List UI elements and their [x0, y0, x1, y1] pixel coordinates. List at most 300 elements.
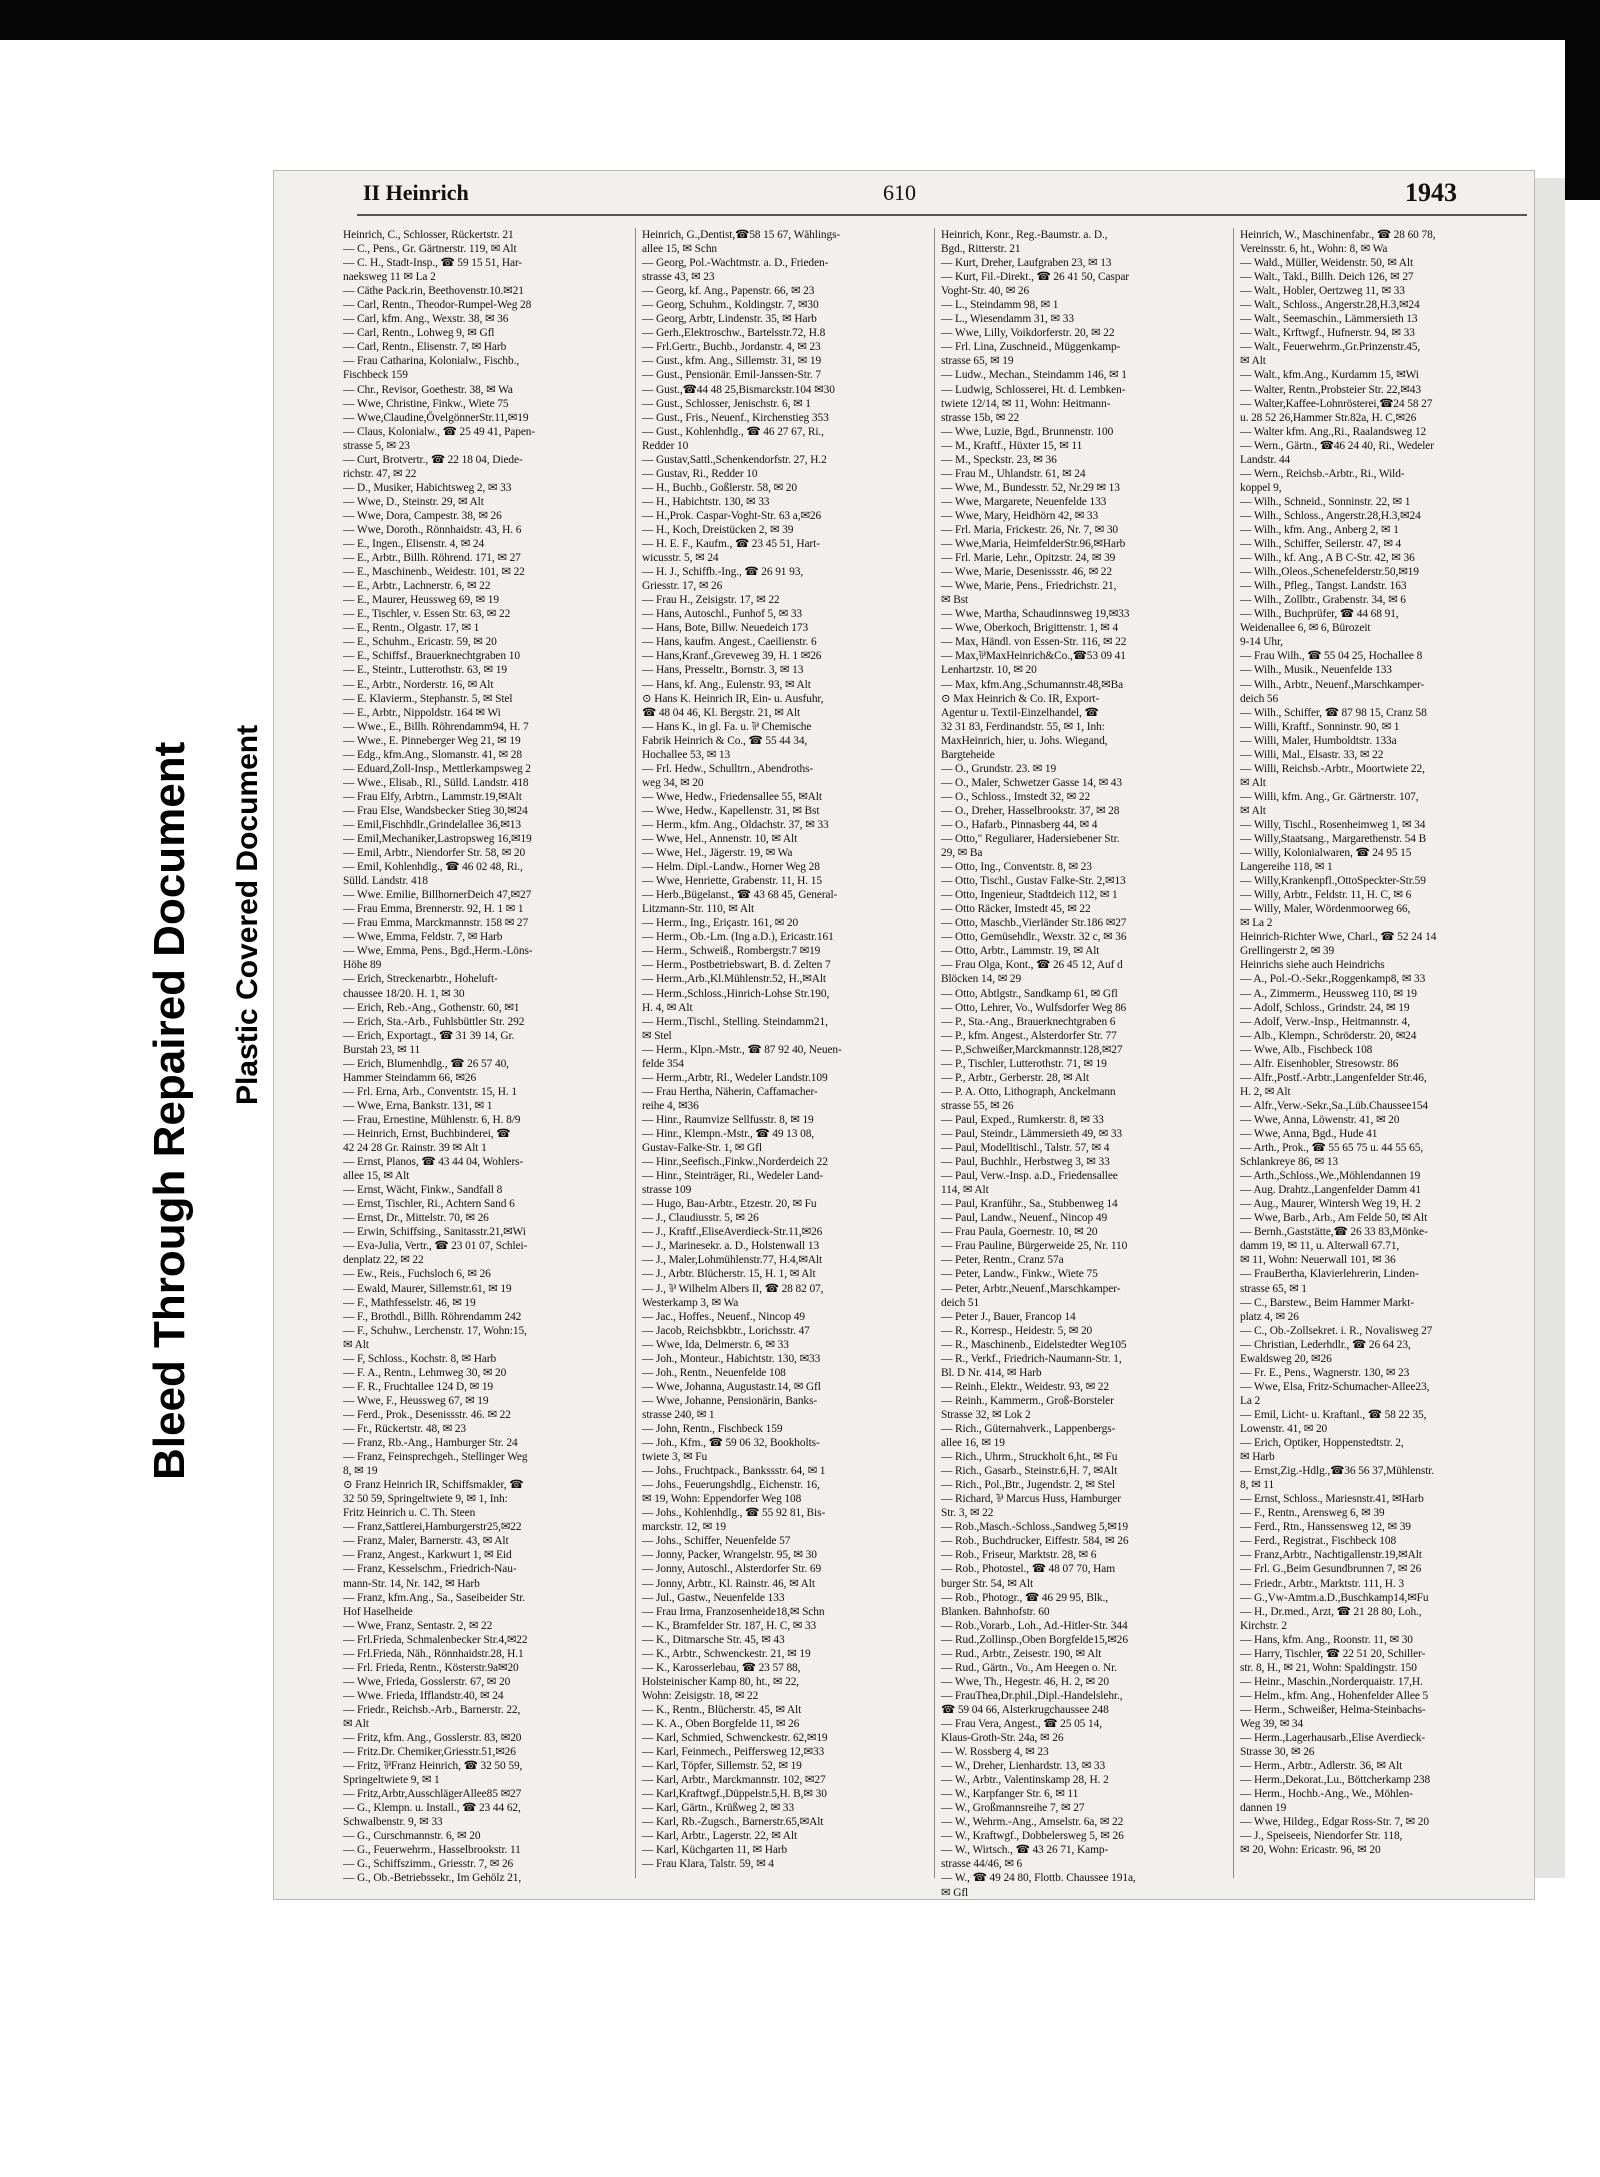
directory-entry: — Emil, Arbtr., Niendorfer Str. 58, ✉ 20 — [343, 847, 526, 860]
directory-entry: — E., Tischler, v. Essen Str. 63, ✉ 22 — [343, 608, 511, 621]
directory-entry: — Karl, Töpfer, Sillemstr. 52, ✉ 19 — [642, 1760, 802, 1773]
directory-entry: Weg 39, ✉ 34 — [1240, 1717, 1304, 1730]
directory-entry: naeksweg 11 ✉ La 2 — [343, 271, 436, 284]
directory-entry: — Otto, Ingenieur, Stadtdeich 112, ✉ 1 — [941, 889, 1118, 902]
directory-entry: — M., Speckstr. 23, ✉ 36 — [941, 453, 1057, 466]
directory-entry: — Aug. Drahtz.,Langenfelder Damm 41 — [1240, 1184, 1421, 1197]
directory-entry: — Rich., Pol.,Btr., Jugendstr. 2, ✉ Stel — [941, 1479, 1115, 1492]
directory-entry: Fabrik Heinrich & Co., ☎ 55 44 34, — [642, 734, 808, 747]
directory-entry: — Erich, Streckenarbtr., Hoheluft- — [343, 973, 498, 986]
directory-entry: — Hinr.,Seefisch.,Finkw.,Norderdeich 22 — [642, 1156, 828, 1169]
directory-entry: — Otto, Maschb.,Vierländer Str.186 ✉27 — [941, 917, 1127, 930]
directory-entry: weg 34, ✉ 20 — [642, 776, 704, 789]
directory-entry: — Rich., Uhrm., Struckholt 6,ht., ✉ Fu — [941, 1451, 1118, 1464]
directory-entry: — Wilh., Schiffer, ☎ 87 98 15, Cranz 58 — [1240, 706, 1427, 719]
directory-entry: — F. A., Rentn., Lehmweg 30, ✉ 20 — [343, 1366, 507, 1379]
directory-entry: Kirchstr. 2 — [1240, 1619, 1287, 1632]
directory-entry: strasse 65, ✉ 1 — [1240, 1282, 1307, 1295]
directory-entry: — Wwe, Th., Hegestr. 46, H. 2, ✉ 20 — [941, 1675, 1109, 1688]
directory-entry: — Jonny, Packer, Wrangelstr. 95, ✉ 30 — [642, 1549, 817, 1562]
directory-entry: — Rud., Arbtr., Zeisestr. 190, ✉ Alt — [941, 1647, 1102, 1660]
directory-entry: deich 56 — [1240, 692, 1279, 705]
directory-entry: — Cäthe Pack.rin, Beethovenstr.10.✉21 — [343, 285, 524, 298]
directory-entry: — Wwe, Dora, Campestr. 38, ✉ 26 — [343, 509, 502, 522]
directory-entry: — Frau Else, Wandsbecker Stieg 30,✉24 — [343, 804, 528, 817]
directory-entry: — Frau Olga, Kont., ☎ 26 45 12, Auf d — [941, 959, 1123, 972]
directory-entry: — Paul, Steindr., Lämmersieth 49, ✉ 33 — [941, 1128, 1123, 1140]
directory-entry: — Wilh., Schneid., Sonninstr. 22, ✉ 1 — [1240, 495, 1411, 508]
directory-entry: Heinrichs siehe auch Heindrichs — [1240, 959, 1385, 972]
directory-entry: — R., Maschinenb., Eidelstedter Weg105 — [941, 1338, 1127, 1351]
directory-entry: Blöcken 14, ✉ 29 — [941, 973, 1022, 986]
directory-entry: — Herb.,Bügelanst., ☎ 43 68 45, General- — [642, 889, 838, 902]
directory-entry: — FrauBertha, Klavierlehrerin, Linden- — [1240, 1268, 1419, 1281]
directory-entry: — Frl.Frieda, Schmalenbecker Str.4,✉22 — [343, 1633, 528, 1646]
directory-entry: ✉ 20, Wohn: Ericastr. 96, ✉ 20 — [1240, 1844, 1381, 1857]
directory-entry: — Rob.,Vorarb., Loh., Ad.-Hitler-Str. 344 — [941, 1619, 1128, 1632]
directory-entry: — Rich., Güternahverk., Lappenbergs- — [941, 1422, 1116, 1435]
directory-entry: — Karl, Rb.-Zugsch., Barnerstr.65,✉Alt — [642, 1816, 824, 1829]
directory-entry: — Franz, Feinsprechgeh., Stellinger Weg — [343, 1451, 528, 1464]
directory-entry: — Gerh.,Elektroschw., Bartelsstr.72, H.8 — [642, 327, 826, 340]
directory-entry: — Frl. Frieda, Rentn., Kösterstr.9a✉20 — [343, 1661, 519, 1674]
directory-entry: — Franz, Rb.-Ang., Hamburger Str. 24 — [343, 1437, 518, 1450]
directory-entry: platz 4, ✉ 26 — [1240, 1310, 1299, 1323]
directory-entry: — Wilh., Schiffer, Seilerstr. 47, ✉ 4 — [1240, 538, 1402, 551]
directory-entry: — Willy, Kolonialwaren, ☎ 24 95 15 — [1240, 847, 1412, 860]
directory-entry: — Karl, Gärtn., Krüßweg 2, ✉ 33 — [642, 1802, 794, 1815]
directory-entry: denplatz 22, ✉ 22 — [343, 1254, 424, 1267]
directory-entry: 114, ✉ Alt — [941, 1184, 989, 1197]
directory-entry: — Herm.,Arb.,Kl.Mühlenstr.52, H.,✉Alt — [642, 973, 826, 986]
directory-entry: Langereihe 118, ✉ 1 — [1240, 861, 1333, 874]
directory-entry: — Karl, Arbtr., Marckmannstr. 102, ✉27 — [642, 1774, 826, 1787]
directory-entry: — J., Arbtr. Blücherstr. 15, H. 1, ✉ Alt — [642, 1268, 816, 1281]
directory-entry: — Otto Räcker, Imstedt 45, ✉ 22 — [941, 903, 1091, 916]
directory-entry: — Johs., Schiffer, Neuenfelde 57 — [642, 1535, 791, 1548]
directory-entry: ✉ 19, Wohn: Eppendorfer Weg 108 — [642, 1493, 802, 1506]
directory-entry: — Franz,Sattlerei,Hamburgerstr25,✉22 — [343, 1521, 522, 1534]
directory-entry: — Frau Hertha, Näherin, Caffamacher- — [642, 1085, 818, 1098]
scan-border-right — [1565, 0, 1600, 200]
directory-entry: — J., ⅌ Wilhelm Albers II, ☎ 28 82 07, — [642, 1282, 824, 1295]
directory-entry: — Wilh., Buchprüfer, ☎ 44 68 91, — [1240, 608, 1399, 621]
directory-entry: — Paul, Verw.-Insp. a.D., Friedensallee — [941, 1170, 1118, 1183]
directory-entry: — Gust., Schlosser, Jenischstr. 6, ✉ 1 — [642, 397, 811, 410]
directory-entry: — Wwe, Martha, Schaudinnsweg 19,✉33 — [941, 608, 1130, 621]
directory-entry: — Peter, Landw., Finkw., Wiete 75 — [941, 1268, 1098, 1281]
directory-entry: ⊙ Franz Heinrich IR, Schiffsmakler, ☎ — [343, 1479, 524, 1492]
label-bleed-through: Bleed Through Repaired Document — [145, 741, 194, 1480]
directory-entry: — O., Grundstr. 23. ✉ 19 — [941, 762, 1057, 775]
directory-entry: — H. E. F., Kaufm., ☎ 23 45 51, Hart- — [642, 538, 820, 551]
scan-border-top — [0, 0, 1600, 40]
directory-entry: — Walt., kfm.Ang., Kurdamm 15, ✉Wi — [1240, 369, 1419, 382]
directory-entry: — J., Kraftf.,EliseAverdieck-Str.11,✉26 — [642, 1226, 823, 1239]
directory-entry: — Walt., Schloss., Angerstr.28,H.3,✉24 — [1240, 299, 1420, 312]
directory-entry: Westerkamp 3, ✉ Wa — [642, 1296, 739, 1309]
directory-entry: — Ferd., Registrat., Fischbeck 108 — [1240, 1535, 1397, 1548]
directory-entry: — Frl.Gertr., Buchb., Jordanstr. 4, ✉ 23 — [642, 341, 821, 354]
directory-entry: — Emil, Licht- u. Kraftanl., ☎ 58 22 35, — [1240, 1408, 1427, 1421]
directory-entry: str. 8, H., ✉ 21, Wohn: Spaldingstr. 150 — [1240, 1661, 1417, 1674]
directory-entry: — Johs., Feuerungshdlg., Eichenstr. 16, — [642, 1479, 820, 1492]
directory-entry: — Friedr., Arbtr., Marktstr. 111, H. 3 — [1240, 1577, 1404, 1590]
directory-entry: — Edg., kfm.Ang., Slomanstr. 41, ✉ 28 — [343, 748, 522, 761]
directory-entry: strasse 109 — [642, 1184, 692, 1197]
directory-entry: — Wwe, Hel., Jägerstr. 19, ✉ Wa — [642, 847, 793, 860]
directory-entry: — FrauThea,Dr.phil.,Dipl.-Handelslehr., — [941, 1689, 1123, 1702]
directory-entry: — Otto, Arbtr., Lammstr. 19, ✉ Alt — [941, 945, 1100, 958]
directory-entry: — E., Maurer, Heussweg 69, ✉ 19 — [343, 594, 499, 607]
column-2 — [642, 228, 927, 1878]
directory-entry: — G., Schiffszimm., Griesstr. 7, ✉ 26 — [343, 1858, 514, 1871]
directory-entry: — Ernst, Planos, ☎ 43 44 04, Wohlers- — [343, 1156, 524, 1169]
directory-entry: — Emil, Kohlenhdlg., ☎ 46 02 48, Ri., — [343, 861, 523, 874]
directory-entry: Grellingerstr 2, ✉ 39 — [1240, 945, 1335, 958]
directory-entry: u. 28 52 26,Hammer Str.82a, H. C,✉26 — [1240, 411, 1417, 424]
directory-entry: La 2 — [1240, 1394, 1261, 1407]
directory-entry: — Wwe., Elisab., Rl., Sülld. Landstr. 418 — [343, 776, 529, 789]
directory-entry: Burstah 23, ✉ 11 — [343, 1043, 421, 1056]
directory-entry: — O., Schloss., Imstedt 32, ✉ 22 — [941, 790, 1091, 803]
directory-entry: Sülld. Landstr. 418 — [343, 875, 428, 888]
directory-entry: ✉ Gfl — [941, 1886, 969, 1899]
directory-entry: — Fritz,Arbtr,AusschlägerAllee85 ✉27 — [343, 1788, 522, 1801]
directory-entry: — Reinh., Elektr., Weidestr. 93, ✉ 22 — [941, 1380, 1109, 1393]
directory-entry: — Friedr., Reichsb.-Arb., Barnerstr. 22, — [343, 1703, 521, 1716]
directory-entry: — Aug., Maurer, Wintersh Weg 19, H. 2 — [1240, 1198, 1421, 1211]
directory-entry: H. 2, ✉ Alt — [1240, 1085, 1291, 1098]
directory-entry: — Willi, kfm. Ang., Gr. Gärtnerstr. 107, — [1240, 790, 1419, 803]
directory-entry: — C. H., Stadt-Insp., ☎ 59 15 51, Har- — [343, 257, 523, 270]
directory-entry: — Willy, Arbtr., Feldstr. 11, H. C, ✉ 6 — [1240, 889, 1412, 902]
directory-entry: Litzmann-Str. 110, ✉ Alt — [642, 903, 755, 916]
directory-entry: — F., Schuhw., Lerchenstr. 17, Wohn:15, — [343, 1324, 527, 1337]
directory-entry: allee 15, ✉ Alt — [343, 1170, 410, 1183]
directory-entry: — G., Feuerwehrm., Hasselbrookstr. 11 — [343, 1844, 521, 1857]
directory-entry: strasse 5, ✉ 23 — [343, 439, 410, 452]
directory-entry: — Hans, Bote, Billw. Neuedeich 173 — [642, 622, 809, 635]
directory-entry: Landstr. 44 — [1240, 453, 1291, 466]
directory-entry: — Wwe, Hel., Annenstr. 10, ✉ Alt — [642, 833, 798, 846]
directory-entry: — L., Wiesendamm 31, ✉ 33 — [941, 313, 1074, 326]
directory-entry: — Frau Wilh., ☎ 55 04 25, Hochallee 8 — [1240, 650, 1423, 663]
directory-entry: — Otto, Abtlgstr., Sandkamp 61, ✉ Gfl — [941, 987, 1118, 1000]
directory-entry: — Helm. Dipl.-Landw., Horner Weg 28 — [642, 861, 820, 874]
directory-entry: strasse 55, ✉ 26 — [941, 1099, 1014, 1112]
directory-entry: — Wilh., kf. Ang., A B C-Str. 42, ✉ 36 — [1240, 552, 1415, 565]
directory-entry: — Ernst, Schloss., Mariesnstr.41, ✉Harb — [1240, 1493, 1424, 1506]
directory-entry: — Ludw., Mechan., Steindamm 146, ✉ 1 — [941, 369, 1127, 382]
directory-entry: ✉ Stel — [642, 1029, 672, 1042]
directory-entry: — Wwe, F., Heussweg 67, ✉ 19 — [343, 1394, 489, 1407]
edition-year: 1943 — [1405, 178, 1457, 207]
directory-entry: — Frl. Erna, Arb., Conventstr. 15, H. 1 — [343, 1085, 517, 1098]
next-page-edge — [1535, 178, 1565, 1878]
directory-entry: — Paul, Exped., Rumkerstr. 8, ✉ 33 — [941, 1113, 1104, 1126]
directory-entry: — Herm., Hochb.-Ang., We., Möhlen- — [1240, 1788, 1413, 1801]
directory-entry: — F., Brothdl., Billh. Röhrendamm 242 — [343, 1310, 522, 1323]
directory-entry: — Frl. G.,Beim Gesundbrunnen 7, ✉ 26 — [1240, 1563, 1422, 1576]
directory-entry: — Herm.,Arbtr, Rl., Wedeler Landstr.109 — [642, 1071, 828, 1084]
directory-entry: — Wilh., Schloss., Angerstr.28,H.3,✉24 — [1240, 509, 1421, 522]
directory-entry: MaxHeinrich, hier, u. Johs. Wiegand, — [941, 734, 1108, 747]
directory-entry: — Wwe, M., Bundesstr. 52, Nr.29 ✉ 13 — [941, 481, 1120, 494]
directory-entry: — F., Rentn., Arensweg 6, ✉ 39 — [1240, 1507, 1385, 1520]
directory-entry: — Walt., Seemaschin., Lämmersieth 13 — [1240, 313, 1418, 326]
directory-entry: ✉ Alt — [1240, 776, 1266, 789]
directory-entry: Str. 3, ✉ 22 — [941, 1507, 994, 1520]
directory-entry: — H., Buchb., Goßlerstr. 58, ✉ 20 — [642, 481, 797, 494]
directory-entry: strasse 44/46, ✉ 6 — [941, 1858, 1023, 1871]
directory-entry: — Wwe, Doroth., Rönnhaidstr. 43, H. 6 — [343, 523, 522, 536]
document-page — [273, 170, 1535, 1900]
directory-entry: Bgd., Ritterstr. 21 — [941, 243, 1021, 256]
directory-entry: — Hans, Presseltr., Bornstr. 3, ✉ 13 — [642, 664, 804, 677]
directory-entry: — Gustav, Ri., Redder 10 — [642, 467, 758, 480]
directory-entry: Heinrich, W., Maschinenfabr., ☎ 28 60 78, — [1240, 229, 1436, 241]
directory-entry: — Ernst, Wächt, Finkw., Sandfall 8 — [343, 1184, 503, 1197]
directory-entry: — H., Habichtstr. 130, ✉ 33 — [642, 495, 770, 508]
directory-entry: — Gust., Fris., Neuenf., Kirchenstieg 353 — [642, 411, 829, 424]
column-1 — [343, 228, 628, 1885]
directory-entry: ⊙ Hans K. Heinrich IR, Ein- u. Ausfuhr, — [642, 692, 824, 705]
directory-entry: — M., Kraftf., Hüxter 15, ✉ 11 — [941, 439, 1083, 452]
directory-entry: strasse 15b, ✉ 22 — [941, 411, 1020, 424]
directory-entry: — Frau, Ernestine, Mühlenstr. 6, H. 8/9 — [343, 1113, 521, 1126]
directory-entry: — Gust., Pensionär. Emil-Janssen-Str. 7 — [642, 369, 821, 382]
directory-entry: — Rob., Friseur, Marktstr. 28, ✉ 6 — [941, 1549, 1097, 1562]
directory-columns — [343, 228, 1531, 1899]
directory-entry: — H. J., Schiffb.-Ing., ☎ 26 91 93, — [642, 566, 804, 579]
directory-entry: — K., Bramfelder Str. 187, H. C, ✉ 33 — [642, 1619, 817, 1632]
directory-entry: — Johs., Fruchtpack., Bankssstr. 64, ✉ 1 — [642, 1465, 826, 1478]
directory-entry: — Karl, Feinmech., Peiffersweg 12,✉33 — [642, 1746, 825, 1759]
directory-entry: — Wwe. Emilie, BillhornerDeich 47,✉27 — [343, 889, 532, 902]
directory-entry: — Joh., Kfm., ☎ 59 06 32, Bookholts- — [642, 1437, 820, 1450]
directory-entry: — Erich, Blumenhdlg., ☎ 26 57 40, — [343, 1057, 509, 1070]
directory-entry: strasse 43, ✉ 23 — [642, 271, 715, 284]
directory-entry: Bl. D Nr. 414, ✉ Harb — [941, 1366, 1042, 1379]
directory-entry: — Frau Emma, Marckmannstr. 158 ✉ 27 — [343, 917, 529, 930]
directory-entry: — Hans K., in gl. Fa. u. ⅌ Chemische — [642, 720, 812, 733]
directory-entry: — Paul, Kranführ., Sa., Stubbenweg 14 — [941, 1198, 1118, 1211]
directory-entry: allee 15, ✉ Schn — [642, 243, 718, 256]
directory-entry: — A., Pol.-O.-Sekr.,Roggenkamp8, ✉ 33 — [1240, 973, 1426, 986]
directory-entry: — Joh., Monteur., Habichtstr. 130, ✉33 — [642, 1352, 821, 1365]
directory-entry: — Walter kfm. Ang.,Ri., Raalandsweg 12 — [1240, 425, 1427, 438]
directory-entry: — Otto, Tischl., Gustav Falke-Str. 2,✉13 — [941, 875, 1126, 888]
directory-entry: — W., Wirtsch., ☎ 43 26 71, Kamp- — [941, 1844, 1109, 1857]
directory-entry: — Frau Emma, Brennerstr. 92, H. 1 ✉ 1 — [343, 903, 524, 916]
directory-entry: — Wwe., E. Pinneberger Weg 21, ✉ 19 — [343, 734, 521, 747]
directory-entry: — Rob.,Masch.-Schloss.,Sandweg 5,✉19 — [941, 1521, 1128, 1534]
directory-entry: — Rud., Gärtn., Vo., Am Heegen o. Nr. — [941, 1661, 1117, 1674]
directory-entry: H. 4, ✉ Alt — [642, 1001, 693, 1014]
directory-entry: — K. A., Oben Borgfelde 11, ✉ 26 — [642, 1717, 800, 1730]
directory-entry: — J., Maler,Lohmühlenstr.77, H.4,✉Alt — [642, 1254, 823, 1267]
directory-entry: Springeltwiete 9, ✉ 1 — [343, 1774, 440, 1787]
directory-entry: — F. R., Fruchtallee 124 D, ✉ 19 — [343, 1380, 494, 1393]
directory-entry: — J., Speiseeis, Niendorfer Str. 118, — [1240, 1830, 1403, 1843]
directory-entry: strasse 65, ✉ 19 — [941, 355, 1014, 368]
directory-entry: — Eva-Julia, Vertr., ☎ 23 01 07, Schlei- — [343, 1240, 528, 1253]
directory-entry: — Wwe, D., Steinstr. 29, ✉ Alt — [343, 495, 484, 508]
directory-entry: — E., Arbtr., Nippoldstr. 164 ✉ Wi — [343, 706, 501, 719]
directory-entry: — Willy, Tischl., Rosenheimweg 1, ✉ 34 — [1240, 818, 1426, 831]
directory-entry: — Wwe, Margarete, Neuenfelde 133 — [941, 495, 1107, 508]
directory-entry: Hochallee 53, ✉ 13 — [642, 748, 731, 761]
column-4 — [1240, 228, 1525, 1878]
directory-entry: Heinrich, G.,Dentist,☎58 15 67, Wählings- — [642, 229, 841, 241]
directory-entry: — Hinr., Klempn.-Mstr., ☎ 49 13 08, — [642, 1128, 815, 1140]
directory-entry: — Frau Vera, Angest., ☎ 25 05 14, — [941, 1717, 1102, 1730]
directory-entry: — K., Karosserlebau, ☎ 23 57 88, — [642, 1661, 801, 1674]
directory-entry: — Frau Catharina, Kolonialw., Fischb., — [343, 355, 520, 368]
directory-entry: — Erwin, Schiffsing., Sanitasstr.21,✉Wi — [343, 1226, 526, 1239]
directory-entry: — Wwe. Frieda, Ifflandstr.40, ✉ 24 — [343, 1689, 504, 1702]
directory-entry: strasse 240, ✉ 1 — [642, 1408, 715, 1421]
column-divider — [635, 228, 636, 1878]
directory-entry: — F, Schloss., Kochstr. 8, ✉ Harb — [343, 1352, 497, 1365]
directory-entry: — Alfr.,Verw.-Sekr.,Sa.,Lüb.Chaussee154 — [1240, 1099, 1429, 1112]
directory-entry: — H., Koch, Dreistücken 2, ✉ 39 — [642, 523, 794, 536]
directory-entry: — Paul, Modelltischl., Talstr. 57, ✉ 4 — [941, 1142, 1110, 1155]
directory-entry: — Wwe, Anna, Löwenstr. 41, ✉ 20 — [1240, 1113, 1400, 1126]
directory-entry: deich 51 — [941, 1296, 980, 1309]
directory-entry: — P., Sta.-Ang., Brauerknechtgraben 6 — [941, 1015, 1116, 1028]
directory-entry: — John, Rentn., Fischbeck 159 — [642, 1422, 783, 1435]
directory-entry: — E., Schiffsf., Brauerknechtgraben 10 — [343, 650, 520, 663]
directory-entry: — E. Klavierm., Stephanstr. 5, ✉ Stel — [343, 692, 513, 705]
directory-entry: — E., Arbtr., Billh. Röhrend. 171, ✉ 27 — [343, 552, 521, 565]
directory-entry: — Paul, Buchhlr., Herbstweg 3, ✉ 33 — [941, 1156, 1110, 1169]
directory-entry: — Wwe, Johanna, Augustastr.14, ✉ Gfl — [642, 1380, 821, 1393]
directory-entry: — Gust.,☎44 48 25,Bismarckstr.104 ✉30 — [642, 383, 835, 396]
directory-entry: — W., Wehrm.-Ang., Amselstr. 6a, ✉ 22 — [941, 1816, 1124, 1829]
directory-entry: Griesstr. 17, ✉ 26 — [642, 580, 723, 593]
directory-entry: — Ferd., Prok., Desenissstr. 46. ✉ 22 — [343, 1408, 511, 1421]
directory-entry: Schlankreye 86, ✉ 13 — [1240, 1156, 1339, 1169]
directory-entry: — Frl. Hedw., Schulltrn., Abendroths- — [642, 762, 814, 775]
directory-entry: — W., ☎ 49 24 80, Flottb. Chaussee 191a, — [941, 1872, 1136, 1885]
directory-entry: — Carl, Rentn., Theodor-Rumpel-Weg 28 — [343, 299, 532, 312]
directory-entry: — Walt., Feuerwehrm.,Gr.Prinzenstr.45, — [1240, 341, 1421, 354]
directory-entry: — Ew., Reis., Fuchsloch 6, ✉ 26 — [343, 1268, 491, 1281]
directory-entry: — Franz, Kesselschm., Friedrich-Nau- — [343, 1563, 517, 1576]
directory-entry: — Herm., Postbetriebswart, B. d. Zelten 7 — [642, 959, 831, 972]
directory-entry: Fischbeck 159 — [343, 369, 408, 382]
directory-entry: — K., Ditmarsche Str. 45, ✉ 43 — [642, 1633, 785, 1646]
directory-entry: — Claus, Kolonialw., ☎ 25 49 41, Papen- — [343, 425, 536, 438]
directory-entry: — Karl,Kraftwgf.,Düppelstr.5,H. B,✉ 30 — [642, 1788, 827, 1801]
directory-entry: — Max,⅌MaxHeinrich&Co.,☎53 09 41 — [941, 650, 1126, 663]
directory-entry: — Gust., Kohlenhdlg., ☎ 46 27 67, Ri., — [642, 425, 824, 438]
directory-entry: — Heinrich, Ernst, Buchbinderei, ☎ — [343, 1128, 511, 1140]
directory-entry: — Gustav,Sattl.,Schenkendorfstr. 27, H.2 — [642, 453, 827, 466]
directory-entry: — Karl, Arbtr., Lagerstr. 22, ✉ Alt — [642, 1830, 798, 1843]
directory-entry: — Jonny, Arbtr., Kl. Rainstr. 46, ✉ Alt — [642, 1577, 815, 1590]
directory-entry: — Wwe, Anna, Bgd., Hude 41 — [1240, 1128, 1378, 1140]
directory-entry: koppel 9, — [1240, 481, 1282, 494]
directory-entry: — P. A. Otto, Lithograph, Anckelmann — [941, 1085, 1116, 1098]
directory-entry: 9-14 Uhr, — [1240, 636, 1283, 649]
directory-entry: — Emil,Mechaniker,Lastropsweg 16,✉19 — [343, 833, 532, 846]
directory-entry: Strasse 30, ✉ 26 — [1240, 1746, 1315, 1759]
label-plastic-covered: Plastic Covered Document — [231, 724, 264, 1105]
directory-entry: — W., Kraftwgf., Dobbelersweg 5, ✉ 26 — [941, 1830, 1124, 1843]
directory-entry: damm 19, ✉ 11, u. Alterwall 67.71, — [1240, 1240, 1400, 1253]
directory-entry: — Hans, Autoschl., Funhof 5, ✉ 33 — [642, 608, 803, 621]
directory-entry: — K., Arbtr., Schwenckestr. 21, ✉ 19 — [642, 1647, 811, 1660]
directory-entry: — Rich., Gasarb., Steinstr.6,H. 7, ✉Alt — [941, 1465, 1118, 1478]
directory-entry: — Max, kfm.Ang.,Schumannstr.48,✉Ba — [941, 678, 1124, 691]
directory-entry: — Wwe, Johanne, Pensionärin, Banks- — [642, 1394, 818, 1407]
directory-entry: — Willi, Mal., Elsastr. 33, ✉ 22 — [1240, 748, 1384, 761]
directory-entry: Agentur u. Textil-Einzelhandel, ☎ — [941, 706, 1099, 719]
directory-entry: — Arth., Prok., ☎ 55 65 75 u. 44 55 65, — [1240, 1142, 1424, 1155]
directory-entry: — Wwe, Lilly, Voikdorferstr. 20, ✉ 22 — [941, 327, 1115, 340]
directory-entry: — Richard, ⅌ Marcus Huss, Hamburger — [941, 1493, 1121, 1506]
directory-entry: — Wwe,Maria, HeimfelderStr.96,✉Harb — [941, 538, 1126, 551]
directory-entry: — R., Korresp., Heidestr. 5, ✉ 20 — [941, 1324, 1093, 1337]
directory-entry: — Wwe, Hedw., Friedensallee 55, ✉Alt — [642, 790, 822, 803]
directory-entry: — Wald., Müller, Weidenstr. 50, ✉ Alt — [1240, 257, 1414, 270]
directory-entry: Höhe 89 — [343, 959, 382, 972]
directory-entry: — J., Marinesekr. a. D., Holstenwall 13 — [642, 1240, 820, 1253]
directory-entry: — Kurt, Fil.-Direkt., ☎ 26 41 50, Caspar — [941, 271, 1129, 284]
directory-entry: — Otto, Ing., Conventstr. 8, ✉ 23 — [941, 861, 1092, 874]
directory-entry: — G., Ob.-Betriebssekr., Im Gehölz 21, — [343, 1872, 522, 1885]
directory-entry: — Ferd., Rtn., Hanssensweg 12, ✉ 39 — [1240, 1521, 1411, 1534]
directory-entry: Blanken. Bahnhofstr. 60 — [941, 1605, 1050, 1618]
directory-entry: — Willy,Krankenpfl.,OttoSpeckter-Str.59 — [1240, 875, 1426, 888]
directory-entry: — G., Klempn. u. Install., ☎ 23 44 62, — [343, 1802, 521, 1815]
directory-entry: dannen 19 — [1240, 1802, 1287, 1815]
directory-entry: — Wwe, Erna, Bankstr. 131, ✉ 1 — [343, 1099, 493, 1112]
page-number: 610 — [883, 180, 916, 205]
directory-entry: — Jonny, Autoschl., Alsterdorfer Str. 69 — [642, 1563, 822, 1576]
directory-entry: Redder 10 — [642, 439, 689, 452]
directory-entry: — Alfr. Eisenhobler, Stresowstr. 86 — [1240, 1057, 1399, 1070]
directory-entry: — Georg, Schuhm., Koldingstr. 7, ✉30 — [642, 299, 819, 312]
directory-entry: — C., Barstew., Beim Hammer Markt- — [1240, 1296, 1414, 1309]
directory-entry: — Alfr.,Postf.-Arbtr.,Langenfelder Str.46, — [1240, 1071, 1427, 1084]
directory-entry: — W., Arbtr., Valentinskamp 28, H. 2 — [941, 1774, 1109, 1787]
directory-entry: — Wilh., Musik., Neuenfelde 133 — [1240, 664, 1392, 677]
directory-entry: richstr. 47, ✉ 22 — [343, 467, 417, 480]
directory-entry: — E., Rentn., Olgastr. 17, ✉ 1 — [343, 622, 480, 635]
directory-entry: — Wwe, Henriette, Grabenstr. 11, H. 15 — [642, 875, 822, 888]
directory-entry: — Willi, Reichsb.-Arbtr., Moortwiete 22, — [1240, 762, 1425, 775]
directory-entry: — Willy, Maler, Wördenmoorweg 66, — [1240, 903, 1411, 916]
directory-entry: — Erich, Sta.-Arb., Fuhlsbüttler Str. 292 — [343, 1015, 525, 1028]
directory-entry: — Heinr., Maschin.,Norderquaistr. 17,H. — [1240, 1675, 1423, 1688]
directory-entry: — Wwe, Emma, Pens., Bgd.,Herm.-Löns- — [343, 945, 533, 958]
directory-entry: Vereinsstr. 6, ht., Wohn: 8, ✉ Wa — [1240, 243, 1388, 256]
directory-entry: mann-Str. 14, Nr. 142, ✉ Harb — [343, 1577, 480, 1590]
directory-entry: Klaus-Groth-Str. 24a, ✉ 26 — [941, 1732, 1064, 1745]
directory-entry: — Herm.,Tischl., Stelling. Steindamm21, — [642, 1015, 828, 1028]
directory-entry: Holsteinischer Kamp 80, ht., ✉ 22, — [642, 1675, 800, 1688]
directory-entry: — O., Hafarb., Pinnasberg 44, ✉ 4 — [941, 818, 1098, 831]
directory-entry: — Walt., Krftwgf., Hufnerstr. 94, ✉ 33 — [1240, 327, 1415, 340]
directory-entry: Hof Haselheide — [343, 1605, 413, 1618]
directory-entry: — Wwe, Franz, Sentastr. 2, ✉ 22 — [343, 1619, 493, 1632]
directory-entry: — E., Steintr., Lutterothstr. 63, ✉ 19 — [343, 664, 507, 677]
directory-entry: — Wwe, Mary, Heidhörn 42, ✉ 33 — [941, 509, 1099, 522]
